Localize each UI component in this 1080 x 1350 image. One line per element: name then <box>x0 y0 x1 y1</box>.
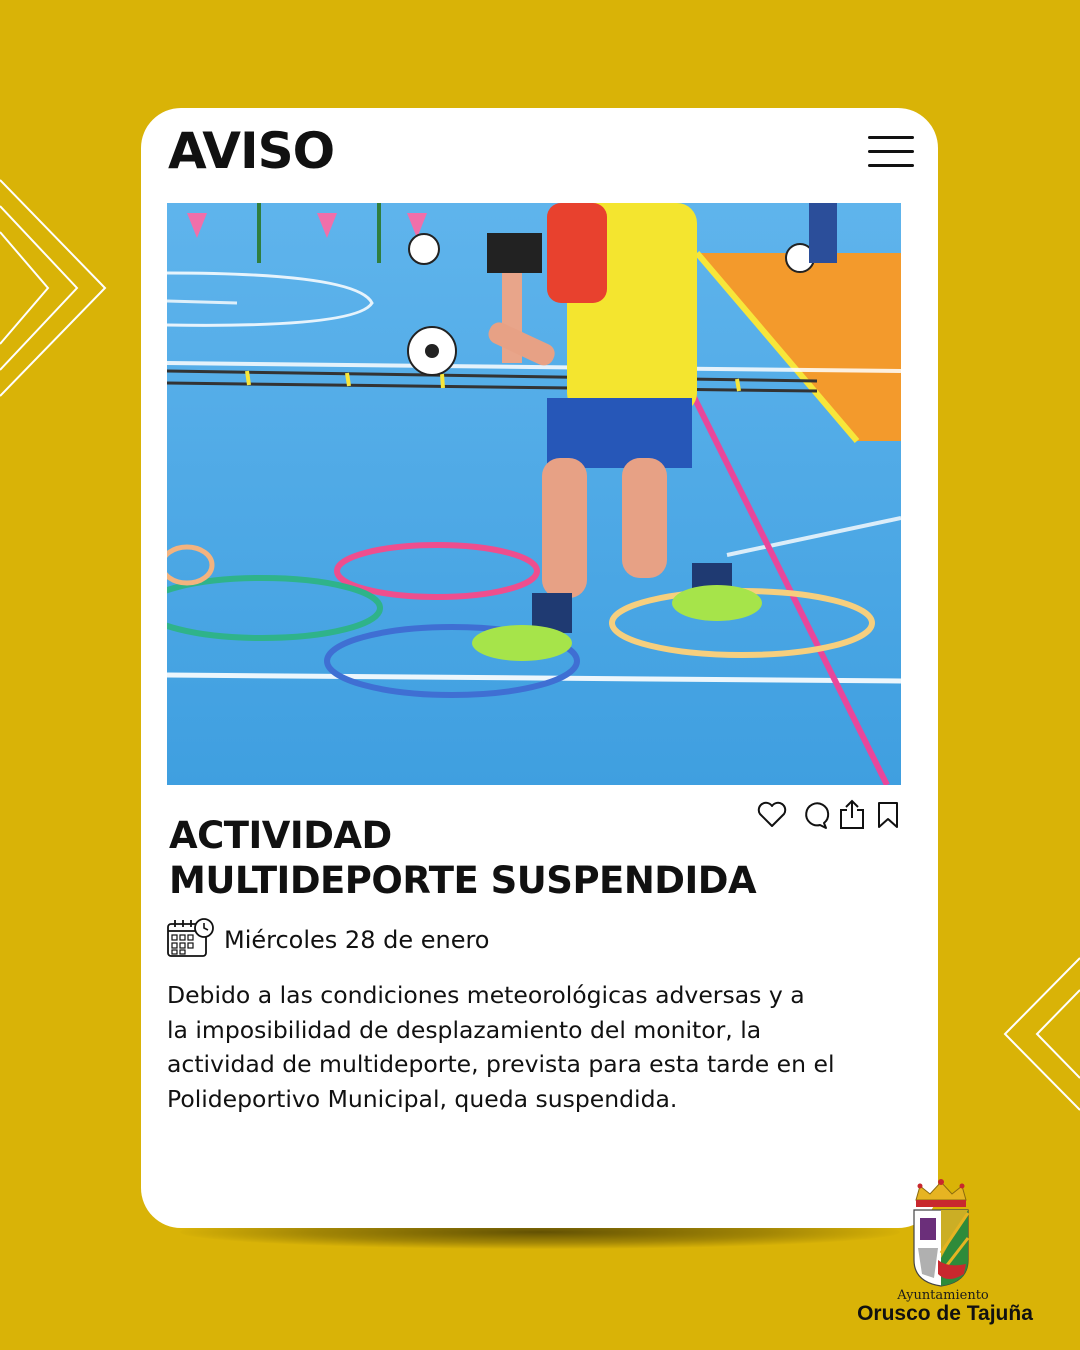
card-heading: AVISO <box>168 122 335 180</box>
post-title-line: ACTIVIDAD <box>169 814 392 857</box>
post-body-line: Debido a las condiciones meteorológicas adversas y a <box>167 981 805 1009</box>
coat-of-arms-icon <box>908 1178 974 1290</box>
post-title-line: MULTIDEPORTE SUSPENDIDA <box>169 859 757 902</box>
calendar-clock-icon <box>166 918 216 960</box>
chevron-decoration-left <box>0 170 120 410</box>
chevron-decoration-right <box>995 950 1080 1120</box>
hamburger-menu-icon[interactable] <box>868 136 914 168</box>
logo-line1: Ayuntamiento <box>897 1288 989 1303</box>
municipal-logo <box>840 1178 1050 1338</box>
post-body-line: Polideportivo Municipal, queda suspendida. <box>167 1084 678 1113</box>
post-body-line: la imposibilidad de desplazamiento del monitor, la <box>167 1015 762 1044</box>
post-body-line: actividad de multideporte, prevista para esta tarde en el <box>167 1050 835 1078</box>
post-photo <box>167 203 901 785</box>
post-body <box>167 978 867 1116</box>
post-card <box>141 108 938 1228</box>
logo-line2: Orusco de Tajuña <box>857 1302 1033 1325</box>
post-title <box>169 813 849 903</box>
bookmark-icon[interactable] <box>872 798 904 832</box>
event-date-text: Miércoles 28 de enero <box>224 926 490 954</box>
